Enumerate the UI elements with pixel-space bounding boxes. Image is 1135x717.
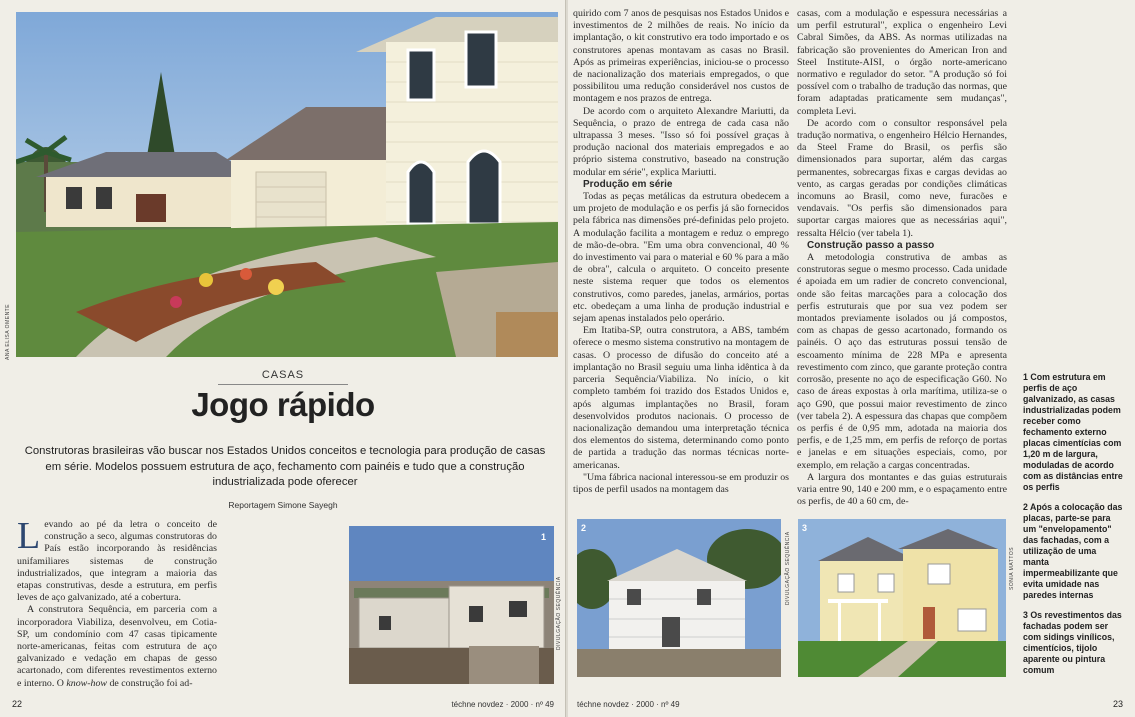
photo-2-envelope: [577, 519, 781, 677]
paragraph-2: [17, 604, 217, 689]
construction-photo-2: [577, 519, 781, 677]
paragraph-2-b: de construção foi ad-: [106, 677, 193, 689]
dropcap: L: [17, 515, 41, 557]
intro-paragraph: [17, 515, 217, 604]
byline: Reportagem Simone Sayegh: [228, 500, 338, 510]
col2-paragraph-2: De acordo com o consultor responsável pela tradução normativa, o engenheiro Hélcio Hernandes, da Steel Frame do Brasil, os perfis são dimensionados para suportar, além das cargas permanentes, sobrecargas fixas e cargas devidas ao vento, as cargas geradas por condições climáticas incomuns ao Brasil, como neve, furacões e vendavais. "Os perfis são dimensionados para suportar cargas maiores que as necessárias aqui", ressalta Hélcio (ver tabela 1).: [797, 117, 1007, 239]
right-footer: téchne novdez · 2000 · nº 49: [577, 700, 680, 709]
col2-paragraph-1: casas, com a modulação e espessura necessárias a um perfil estrutural", explica o engenheiro Levi Cabral Simões, da ABS. As normas utilizadas na fabricação são provenientes do American Iron and Steel Institute-AISI, o órgão norte-americano normativo e regulador do setor. "A produção só foi possível com o trabalho de tradução das normas, que foram adaptadas praticamente sem mudanças", completa Levi.: [797, 8, 1007, 117]
kicker-divider: [218, 384, 348, 385]
photo-2-credit: DIVULGAÇÃO SEQUÊNCIA: [785, 531, 791, 605]
photo-1-number: 1: [540, 532, 546, 542]
col1-paragraph-4: Em Itatiba-SP, outra construtora, a ABS, também oferece o mesmo sistema construtivo na montagem de casas. O processo de difusão do conceito até a implantação no Brasil seguiu uma linha idêntica à da parceria Sequência/Viabiliza. No início, o kit completo também foi trazido dos Estados Unidos e, após algumas implantações no Brasil, foram desenvolvidos produtos nacionais. O processo de nacionalização demandou uma interpretação técnica dos elementos do sistema, determinando como ponto de partida a tradução das normas técnicas norte-americanas.: [573, 325, 789, 471]
right-column-1: [573, 8, 789, 496]
left-body-column: [17, 515, 217, 690]
photo-captions: [1023, 372, 1123, 685]
article-headline: Jogo rápido: [191, 386, 375, 423]
right-column-2: [797, 8, 1007, 508]
subhead-producao: Produção em série: [583, 178, 673, 190]
caption-1: 1 Com estrutura em perfis de aço galvanizado, as casas industrializadas podem receber como fechamento externo placas cimentícias com 1,20 m de largura, moduladas de acordo com as distâncias entre os perfis: [1023, 372, 1123, 492]
photo-3-credit: SONIA MATTOS: [1009, 546, 1015, 590]
hero-photo-credit: ANA ELISA OMENTE: [5, 303, 11, 360]
house-illustration: [16, 12, 558, 357]
left-page-number: 22: [12, 699, 23, 709]
right-page-number: 23: [1112, 699, 1123, 709]
intro-text: evando ao pé da letra o conceito de construção a seco, algumas construtoras do País estão incorporando às residências unifamiliares sistemas de construção industrializados, que integram a maioria das etapas construtivas, desde a estrutura, em perfis leves de aço galvanizado, até a cobertura.: [17, 519, 217, 604]
photo-3-finished: [798, 519, 1006, 677]
caption-3: 3 Os revestimentos das fachadas podem ser com sidings vinílicos, cimentícios, tijolo aparente ou pintura comum: [1023, 610, 1122, 675]
subhead-construcao: Construção passo a passo: [807, 239, 935, 251]
photo-3-number: 3: [802, 523, 808, 533]
section-kicker: CASAS: [261, 369, 305, 381]
col1-paragraph-5: "Uma fábrica nacional interessou-se em produzir os tipos de perfil usados na montagem das: [573, 471, 789, 495]
photo-1-panels: [349, 526, 554, 684]
construction-photo-1: [349, 526, 554, 684]
paragraph-2-a: A construtora Sequência, em parceria com a incorporadora Viabiliza, desenvolveu, em Cotia-SP, um condomínio com 47 casas tipicamente norte-americanas, feitas com estrutura de aço galvanizado e vedação em chapas de gesso acartonado, com diferentes revestimentos externo e interno. O: [17, 604, 217, 689]
col1-paragraph-1: quirido com 7 anos de pesquisas nos Estados Unidos e investimentos de 2 milhões de reais. No início da implantação, o kit construtivo era todo importado e os construtores apenas montavam as casas no Brasil. Após as primeiras experiências, iniciou-se o processo de nacionalização dos materiais empregados, o que possibilitou uma redução considerável nos custos de montagem e nos prazos de entrega.: [573, 8, 789, 105]
caption-2: 2 Após a colocação das placas, parte-se para um "envelopamento" das fachadas, com a utilização de uma manta impermeabilizante que evita umidade nas paredes internas: [1023, 502, 1123, 600]
photo-1-credit: DIVULGAÇÃO SEQUÊNCIA: [556, 576, 562, 650]
col1-paragraph-2: De acordo com o arquiteto Alexandre Mariutti, da Sequência, o prazo de entrega de cada casa não ultrapassa 3 meses. "Isso só foi possível graças à produção nacional dos materiais empregados e ao próprio sistema construtivo, baseado na construção modular em série", explica Mariutti.: [573, 105, 789, 178]
construction-photo-3: [798, 519, 1006, 677]
col2-paragraph-3: A metodologia construtiva de ambas as construtoras segue o mesmo processo. Cada unidade é apoiada em um radier de concreto convencional, onde são feitas marcações para a colocação dos perfis estruturais que por sua vez podem ser montados previamente isolados ou já compostos, com as chapas de gesso acartonado, formando os painéis. O aço das estruturas possui tensão de escoamento mínima de 228 MPa e apresenta revestimento com zinco, que garante proteção contra corrosão, presente no aço de especificação G60. No caso de áreas expostas à orla marítima, utiliza-se o aço G90, que possui maior revestimento de zinco (ver tabela 2). A espessura das chapas que compõem os perfis é de 0,95 mm, adotada na maioria dos perfis, e de 1,25 mm, em perfis de reforço de portas e janelas e em situações especiais, como, por exemplo, em relação a cargas concentradas.: [797, 252, 1007, 471]
col1-paragraph-3: Todas as peças metálicas da estrutura obedecem a um projeto de modulação e os perfis já são fornecidos pela fábrica nas dimensões pré-definidas pelo projeto. A modulação facilita a montagem e reduz o emprego de mão-de-obra. "Em uma obra convencional, 40 % do investimento vai para o material e 60 % para a mão de obra", calcula o arquiteto. O conceito presente neste sistema requer que todos os elementos construtivos, como paredes, janelas, armários, portas etc. obedeçam a uma linha de produção industrial e sejam apenas instalados pelo operário.: [573, 191, 789, 325]
left-footer: téchne novdez · 2000 · nº 49: [451, 700, 554, 709]
hero-house-photo: [16, 12, 558, 357]
col2-paragraph-4: A largura dos montantes e das guias estruturais varia entre 90, 140 e 200 mm, e o espaçamento entre os perfis, de 40 a 60 cm, de-: [797, 471, 1007, 508]
photo-2-number: 2: [581, 523, 587, 533]
left-page: [0, 0, 566, 717]
article-deck: Construtoras brasileiras vão buscar nos Estados Unidos conceitos e tecnologia para produção de casas em série. Modelos possuem estrutura de aço, fechamento com painéis e tudo que a construção industrializada pode oferecer: [24, 445, 546, 488]
paragraph-2-italic: know-how: [66, 677, 107, 689]
